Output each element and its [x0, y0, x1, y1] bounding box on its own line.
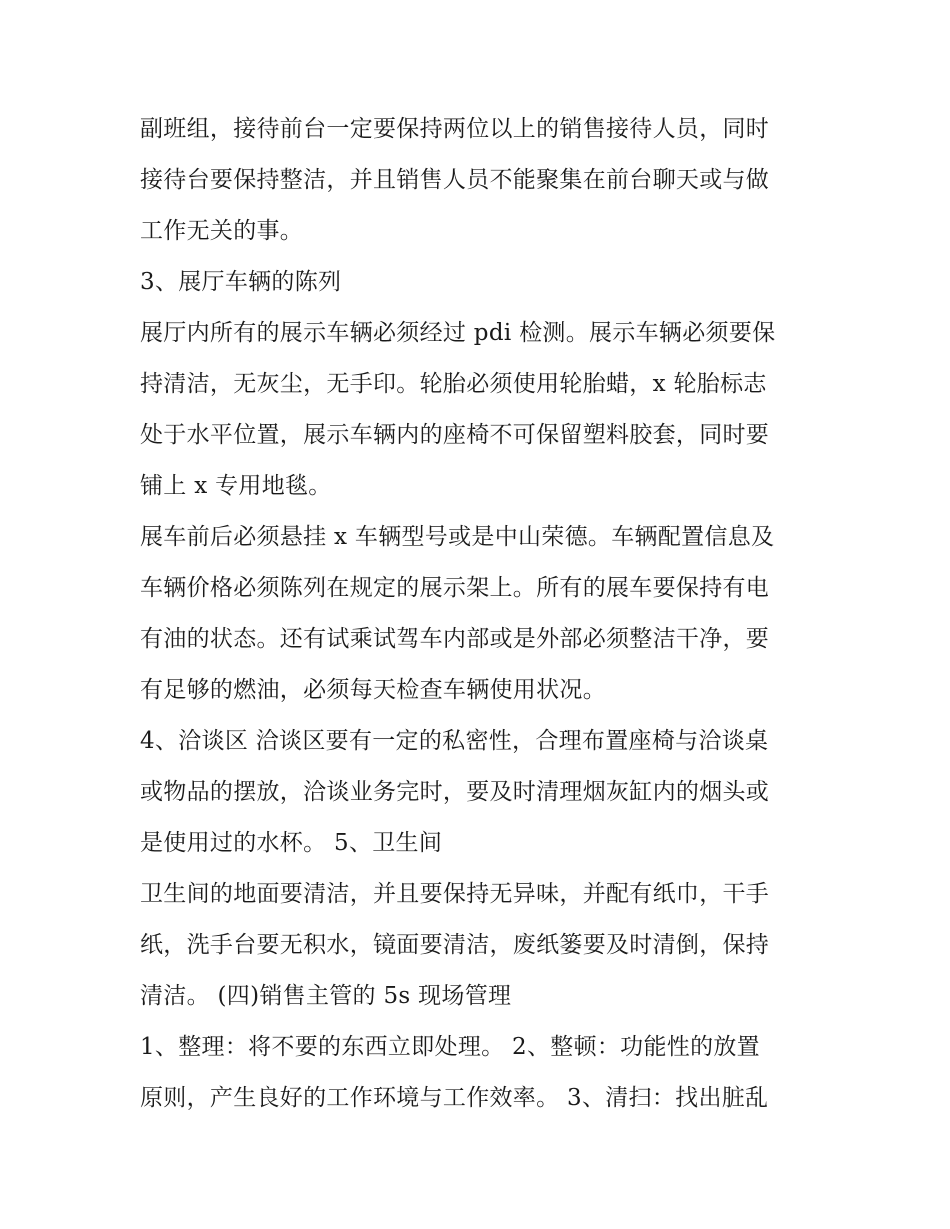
- text-line: 清洁。 (四)销售主管的 5s 现场管理: [140, 983, 512, 1009]
- text-line: 处于水平位置，展示车辆内的座椅不可保留塑料胶套，同时要: [140, 422, 770, 448]
- text-line: 4、洽谈区 洽谈区要有一定的私密性，合理布置座椅与洽谈桌: [140, 728, 769, 754]
- text-line: 展厅内所有的展示车辆必须经过 pdi 检测。展示车辆必须要保: [140, 320, 776, 346]
- text-line: 是使用过的水杯。 5、卫生间: [140, 830, 443, 856]
- text-line: 接待台要保持整洁，并且销售人员不能聚集在前台聊天或与做: [140, 167, 770, 193]
- text-line: 持清洁，无灰尘，无手印。轮胎必须使用轮胎蜡，x 轮胎标志: [140, 371, 767, 397]
- text-line: 卫生间的地面要清洁，并且要保持无异味，并配有纸巾，干手: [140, 881, 770, 907]
- text-line: 副班组，接待前台一定要保持两位以上的销售接待人员，同时: [140, 116, 770, 142]
- text-line: 或物品的摆放，洽谈业务完时，要及时清理烟灰缸内的烟头或: [140, 779, 770, 805]
- text-line: 铺上 x 专用地毯。: [140, 473, 332, 499]
- text-line: 原则，产生良好的工作环境与工作效率。 3、清扫：找出脏乱: [140, 1085, 769, 1111]
- text-line: 有足够的燃油，必须每天检查车辆使用状况。: [140, 677, 606, 703]
- text-line: 有油的状态。还有试乘试驾车内部或是外部必须整洁干净，要: [140, 626, 770, 652]
- text-line: 纸，洗手台要无积水，镜面要清洁，废纸篓要及时清倒，保持: [140, 932, 770, 958]
- text-line: 工作无关的事。: [140, 218, 304, 244]
- text-line: 展车前后必须悬挂 x 车辆型号或是中山荣德。车辆配置信息及: [140, 524, 775, 550]
- text-line: 车辆价格必须陈列在规定的展示架上。所有的展车要保持有电: [140, 575, 770, 601]
- text-line: 1、整理：将不要的东西立即处理。 2、整顿：功能性的放置: [140, 1034, 760, 1060]
- section-heading: 3、展厅车辆的陈列: [140, 269, 342, 295]
